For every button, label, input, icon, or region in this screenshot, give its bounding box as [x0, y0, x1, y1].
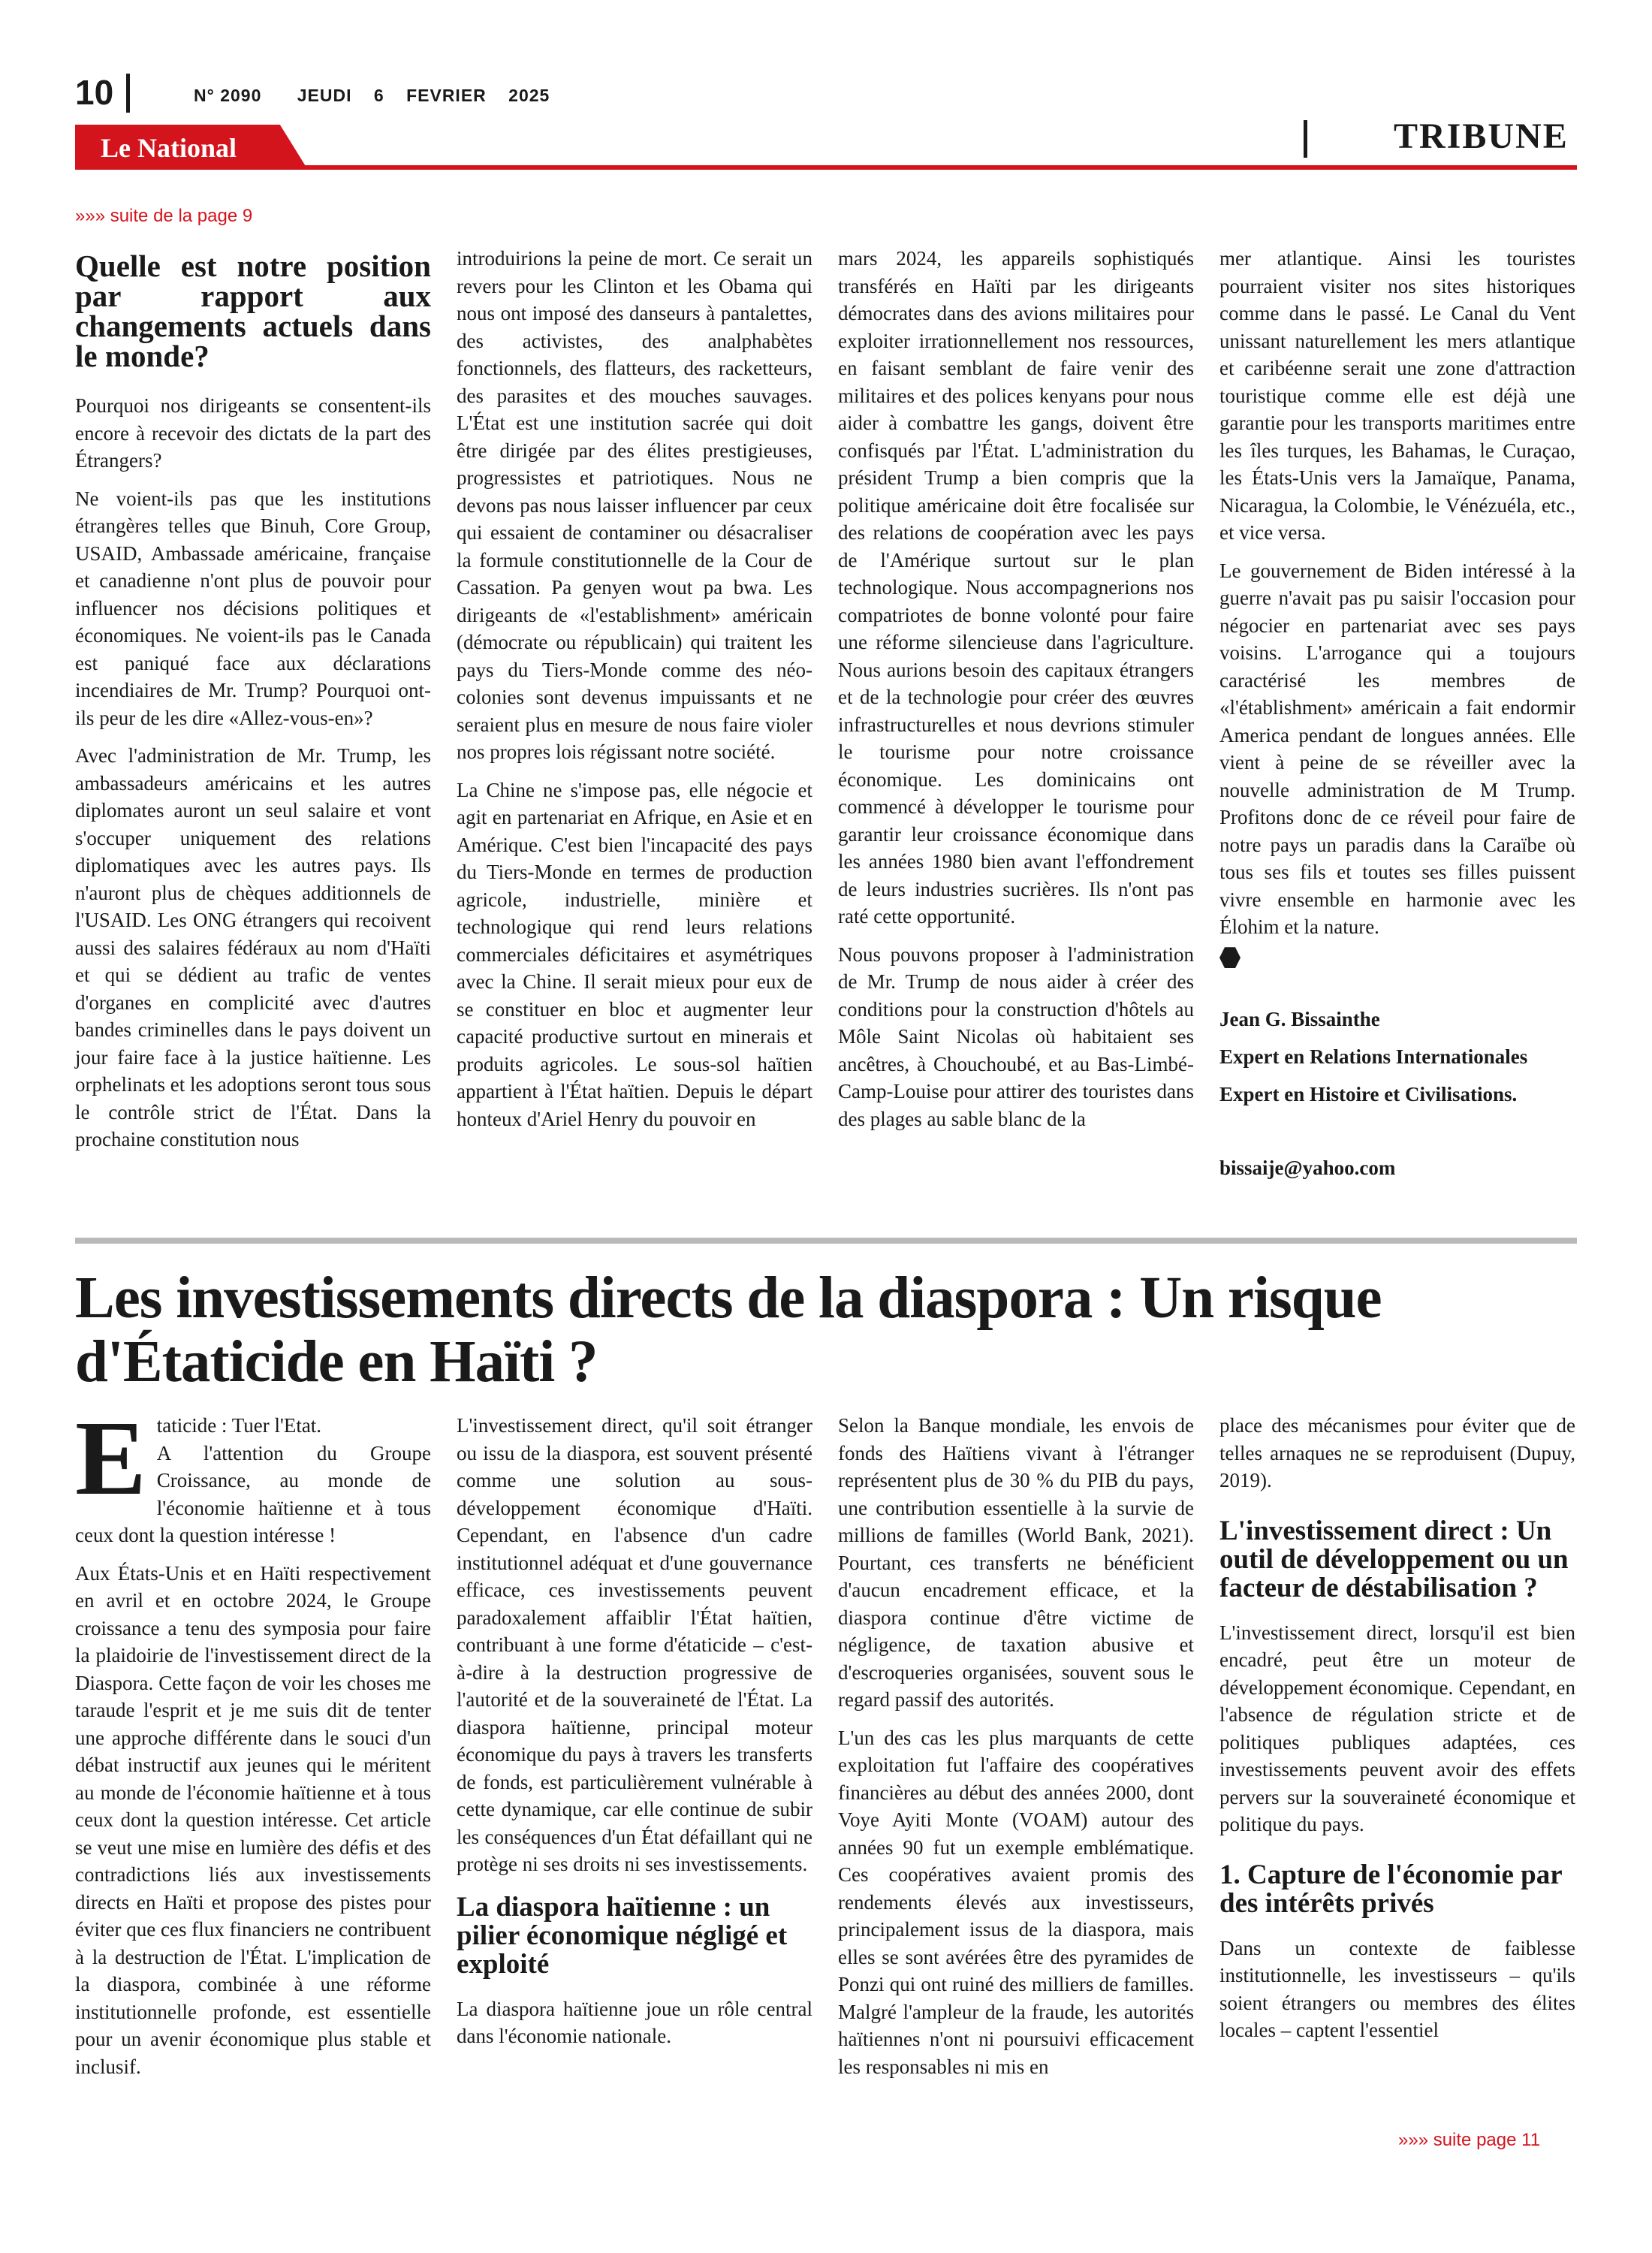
issue-day: JEUDI [297, 86, 352, 105]
paragraph [1219, 557, 1575, 941]
article2-column-1 [75, 1398, 431, 2091]
masthead-logo: Le National [101, 133, 237, 163]
end-mark-icon [1219, 943, 1575, 970]
article2-subheading: 1. Capture de l'économie par des intérêts privés [1219, 1859, 1562, 1919]
continued-to-label: »»» suite page 11 [1398, 2130, 1541, 2150]
article-separator [75, 1238, 1577, 1244]
article1-column-1 [75, 251, 431, 1164]
page-number: 10 [75, 73, 114, 112]
author-email: bissaije@yahoo.com [1219, 1157, 1396, 1179]
paragraph: La Chine ne s'impose pas, elle négocie et agit en partenariat en Afrique, en Asie et en Amérique. C'est bien l'incapacité des pays du Tiers-Monde en termes de production agricole, industrielle, minière et technologique qui rend leurs relations commerciales déficitaires et asymétriques avec la Chine. Il serait mieux pour eux de se constituer en bloc et augmenter leur capacité productive surtout en minerais et produits agricoles. Le sous-sol haïtien appartient à l'État haïtien. Depuis le départ honteux d'Ariel Henry du pouvoir en [457, 778, 812, 1130]
paragraph: Dans un contexte de faiblesse institutionnelle, les investisseurs – qu'ils soient étrangers ou membres des élites locales – captent l'essentiel [1219, 1936, 1575, 2041]
article2-column-2 [457, 1412, 812, 2061]
paragraph: introduirions la peine de mort. Ce serait un revers pour les Clinton et les Obama qui nous ont imposé des danseurs à pantalettes, des activistes, des analphabètes fonctionnels, des flatteurs, des racketteurs, des parasites et des mouches sauvages. L'État est une institution sacrée qui doit être dirigée par des élites prestigieuses, progressistes et patriotiques. Nous ne devons pas nous laisser influencer par ceux qui essaient de contaminer ou désacraliser la formule constitutionnelle de la Cour de Cassation. Pa genyen wout pa bwa. Les dirigeants de «l'establishment» américain (démocrate ou républicain) qui traitent les pays du Tiers-Monde comme des néo-colonies sont devenus impuissants et ne seraient plus en mesure de nous faire violer nos propres lois régissant notre société. [457, 247, 812, 763]
paragraph: Avec l'administration de Mr. Trump, les ambassadeurs américains et les autres diplomates auront un seul salaire et vont s'occuper uniquement des relations diplomatiques avec les autres pays. Ils n'auront plus de chèques additionnels de l'USAID. Les ONG étrangers qui recoivent aussi des salaires fédéraux au nom d'Haïti et qui se dédient au trafic de ventes d'organes en complicité avec d'autres bandes criminelles dans le pays doivent un jour faire face à la justice haïtienne. Les orphelinats et les adoptions seront tous sous le contrôle strict de l'État. Dans la prochaine constitution nous [75, 744, 431, 1151]
article1-heading: Quelle est notre position par rapport aux changements actuels dans le monde? [75, 249, 431, 373]
article2-headline: Les investissements directs de la diaspora : Un risque d'Étaticide en Haïti ? [75, 1265, 1382, 1395]
issue-month: FEVRIER [406, 86, 487, 105]
article2-column-3 [838, 1412, 1194, 2091]
paragraph: La diaspora haïtienne joue un rôle central dans l'économie nationale. [457, 1997, 812, 2047]
issue-date-number: 6 [373, 86, 384, 105]
paragraph: mars 2024, les appareils sophistiqués transférés en Haïti par les dirigeants démocrates dans des avions militaires pour exploiter irrationnellement nos ressources, en faisant semblant de faire venir des militaires et des polices kenyans pour nous aider à combattre les gangs, doivent être confisqués par l'État. L'administration du président Trump a bien compris que la politique américaine doit être focalisée sur des relations de coopération avec les pays de l'Amérique surtout sur le plan technologique. Nous accompagnerions nos compatriotes de bonne volonté pour faire une réforme silencieuse dans l'agriculture. Nous aurions besoin des capitaux étrangers et de la technologie pour créer des œuvres infrastructurelles et nous devrions stimuler le tourisme pour notre croissance économique. Les dominicains ont commencé à développer le tourisme pour garantir leur croissance économique dans les années 1980 bien avant l'effondrement de leurs industries sucrières. Ils n'ont pas raté cette opportunité. [838, 247, 1194, 927]
paragraph: Nous pouvons proposer à l'administration de Mr. Trump de nous aider à créer des conditions pour la construction d'hôtels au Môle Saint Nicolas où habitaient ses ancêtres, à Chouchoubé, et au Bas-Limbé-Camp-Louise pour attirer des touristes dans des plages au sable blanc de la [838, 943, 1194, 1130]
article2-subheading: La diaspora haïtienne : un pilier économique négligé et exploité [457, 1891, 788, 1980]
issue-year: 2025 [508, 86, 550, 105]
paragraph: Selon la Banque mondiale, les envois de fonds des Haïtiens vivant à l'étranger représentent plus de 30 % du PIB du pays, une contribution essentielle à la survie de millions de familles (World Bank, 2021). Pourtant, ces transferts ne bénéficient d'aucun encadrement efficace, et la diaspora continue d'être victime de négligence, de taxation abusive et d'escroqueries organisées, souvent sous le regard passif des autorités. [838, 1414, 1194, 1711]
paragraph: Pourquoi nos dirigeants se consentent-ils encore à recevoir des dictats de la part des Étrangers? [75, 394, 431, 472]
paragraph: Aux États-Unis et en Haïti respectivement en avril et en octobre 2024, le Groupe croissance a tenu des symposia pour faire la plaidoirie de l'investissement direct de la Diaspora. Cette façon de voir les choses me taraude l'esprit et je me suis dit de tenter une approche différente dans le souci d'un débat instructif aux jeunes qui le méritent au monde de l'économie haïtienne et à tous ceux dont la question intéresse. Cet article se veut une mise en lumière des défis et des contradictions liés aux investissements directs en Haïti et propose des pistes pour éviter que ces flux financiers ne contribuent à la destruction de l'État. L'implication de la diaspora, combinée à une réforme institutionnelle profonde, est essentielle pour un avenir économique plus stable et inclusif. [75, 1561, 431, 2078]
issue-date-line [194, 86, 566, 106]
paragraph: L'investissement direct, qu'il soit étranger ou issu de la diaspora, est souvent présenté comme une solution au sous-développement économique d'Haïti. Cependant, en l'absence d'un cadre institutionnel adéquat et d'une gouvernance efficace, ces investissements peuvent paradoxalement affaiblir l'État haïtien, contribuant à une forme d'étaticide – c'est-à-dire à la destruction progressive de l'autorité et de la souveraineté de l'État. La diaspora haïtienne, principal moteur économique du pays à travers les transferts de fonds, est particulièrement vulnérable à cette dynamique, car elle continue de subir les conséquences d'un État défaillant qui ne protège ni ses droits ni ses investissements. [457, 1414, 812, 1875]
paragraph: mer atlantique. Ainsi les touristes pourraient visiter nos sites historiques comme dans le passé. Le Canal du Vent unissant naturellement les mers atlantique et caribéenne serait une zone d'attraction touristique comme elle est déjà une garantie pour les transports maritimes entre les îles turques, les Bahamas, le Curaçao, les États-Unis vers la Jamaïque, Panama, Nicaragua, la Colombie, le Vénézuéla, etc., et vice versa. [1219, 247, 1575, 544]
paragraph: Ne voient-ils pas que les institutions étrangères telles que Binuh, Core Group, USAID, Ambassade américaine, française et canadienne n'ont plus de pouvoir pour influencer nos décisions politiques et économiques. Ne voient-ils pas le Canada est paniqué face aux déclarations incendiaires de Mr. Trump? Pourquoi ont-ils peur de les dire «Allez-vous-en»? [75, 487, 431, 729]
lead-text: taticide : Tuer l'Etat. A l'attention du Groupe Croissance, au monde de l'économie haïtienne et à tous ceux dont la question intéresse ! [75, 1414, 431, 1546]
article1-column-4 [1219, 245, 1575, 1192]
paragraph: L'investissement direct, lorsqu'il est bien encadré, peut être un moteur de développement économique. Cependant, en l'absence de régulation stricte et de politiques publiques adaptées, ces investissements peuvent avoir des effets pervers sur la souveraineté économique et politique du pays. [1219, 1621, 1575, 1835]
paragraph: place des mécanismes pour éviter que de telles arnaques ne se reproduisent (Dupuy, 2019). [1219, 1414, 1575, 1491]
article2-subheading: L'investissement direct : Un outil de développement ou un facteur de déstabilisation ? [1219, 1515, 1569, 1603]
lead-paragraph [75, 1398, 431, 1549]
author-role-1: Expert en Relations Internationales [1219, 1045, 1528, 1068]
section-divider [1304, 120, 1307, 158]
article2-column-4 [1219, 1412, 1575, 2055]
article1-column-2 [457, 245, 812, 1143]
page-number-divider [126, 74, 130, 113]
section-label: TRIBUNE [1394, 116, 1569, 156]
author-role-2: Expert en Histoire et Civilisations. [1219, 1083, 1518, 1105]
article1-column-3 [838, 245, 1194, 1143]
author-name: Jean G. Bissainthe [1219, 1008, 1380, 1030]
drop-cap: E [75, 1398, 146, 1517]
continued-from-label: »»» suite de la page 9 [75, 206, 253, 226]
issue-number: N° 2090 [194, 86, 262, 105]
paragraph-text: Le gouvernement de Biden intéressé à la guerre n'avait pas pu saisir l'occasion pour négocier en partenariat avec ses pays voisins. L'arrogance qui a toujours caractérisé les membres de «l'établishment» américain a fait endormir America pendant de longues années. Elle vient à peine de se réveiller avec la nouvelle administration de M Trump. Profitons donc de ce réveil pour faire de notre pays un paradis dans la Caraïbe où tous ses fils et toutes ses filles puissent vivre ensemble en harmonie avec les Élohim et la nature. [1219, 559, 1575, 938]
paragraph: L'un des cas les plus marquants de cette exploitation fut l'affaire des coopératives financières au début des années 2000, dont Voye Ayiti Monte (VOAM) autour des années 90 fut un exemple emblématique. Ces coopératives avaient promis des rendements élevés aux investisseurs, principalement issus de la diaspora, mais elles se sont avérées être des pyramides de Ponzi qui ont ruiné des milliers de familles. Malgré l'ampleur de la fraude, les autorités haïtiennes n'ont ni poursuivi efficacement les responsables ni mis en [838, 1726, 1194, 2078]
